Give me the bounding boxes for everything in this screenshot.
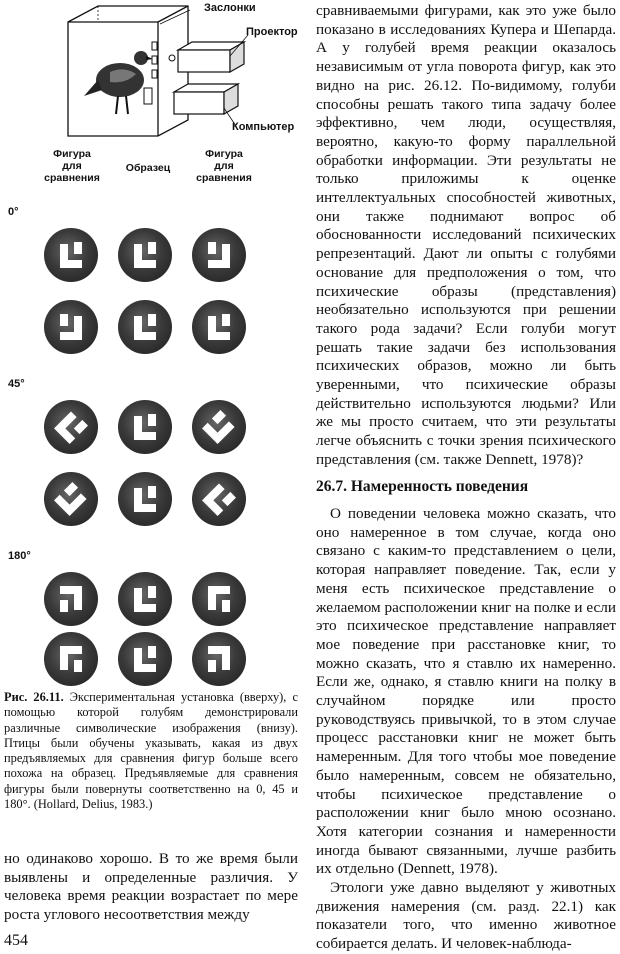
stimulus-disc	[192, 632, 246, 686]
angle-label-180: 180°	[8, 550, 31, 562]
stimulus-disc	[44, 572, 98, 626]
stimulus-disc	[44, 228, 98, 282]
stimulus-disc	[192, 400, 246, 454]
stimulus-disc	[44, 632, 98, 686]
right-column-text	[316, 2, 616, 470]
figure-caption	[4, 690, 298, 812]
stimulus-disc	[192, 572, 246, 626]
computer-icon	[174, 84, 238, 114]
left-column-text	[4, 850, 298, 925]
left-paragraph: но одинаково хорошо. В то же время были выявлены и определенные различия. У человека время реакции возрастает по мере роста углового несоответствия между	[4, 850, 298, 924]
angle-label-45: 45°	[8, 378, 25, 390]
right-paragraph-3: Этологи уже давно выделяют у животных движения намерения (см. разд. 22.1) как показатели того, что именно животное собирается делать. И человек-наблюда-	[316, 879, 616, 953]
pigeon-box-drawing	[40, 0, 310, 140]
right-paragraph-1: сравниваемыми фигурами, как это уже было показано в исследованиях Купера и Шепарда. А у голубей время реакции оказалось независимым от угла поворота фигур, как это видно на рис. 26.12. По-видимому, голуби способны решать такого типа задачу более эффективно, чем люди, осуществляя, вероятно, какую-то форму параллельной обработки информации. Эти результаты не только приложимы к оценке интеллектуальных способностей животных, они также поднимают вопрос об обоснованности исследований психических репрезентаций. Дают ли опыты с голубями основание для предположения о том, что психические образы (представления) необязательно используются при решении такого рода задачи? Если голуби могут решать такие задачи без использования психических образов, можно ли быть уверенными, что психические образы действительно используются людьми? Или же мы просто считаем, что эти результаты легче объяснить с точки зрения психического представления (см. также Dennett, 1978)?	[316, 2, 616, 468]
page-number: 454	[4, 932, 28, 949]
stimulus-disc	[44, 472, 98, 526]
label-shutters: Заслонки	[204, 2, 256, 14]
caption-text: Экспериментальная установка (вверху), с помощью которой голубям демонстрировали различные символические изображения (внизу). Птицы были обучены указывать, какая из двух предъявляемых для сравнения фигур больше всего похожа на образец. Предъявляемые для сравнения фигуры были повернуты соответственно на 0, 45 и 180°. (Hollard, Delius, 1983.)	[4, 690, 298, 812]
stimulus-disc	[192, 228, 246, 282]
stimulus-disc	[118, 300, 172, 354]
label-projector: Проектор	[246, 26, 298, 38]
stimulus-disc	[118, 228, 172, 282]
stimulus-disc	[192, 300, 246, 354]
col-header-mid: Образец	[125, 162, 171, 174]
right-paragraph-2: О поведении человека можно сказать, что оно намеренное в том случае, когда оно связано с каким-то представлением о цели, которая направляет поведение. Так, если у меня есть психическое представление о желаемом расположении книг на полке и если это психическое представление направляет мое поведение при расстановке книг, то можно сказать, что я ставлю их намеренно. Если же, однако, я ставлю книги на полку в случайном порядке или просто руководствуясь привычкой, то в этом случае процесс расстановки книг не может быть намеренным. Для того чтобы мое поведение было намеренным, совсем не обязательно, чтобы психическое представление о расположении книг было мною осознано. Хотя категории сознания и намеренности иногда бывают связанными, лучше разбить их отдельно (Dennett, 1978).	[316, 505, 616, 878]
stimulus-disc	[118, 632, 172, 686]
col-header-left: Фигура для сравнения	[44, 148, 100, 184]
apparatus-illustration	[40, 0, 310, 140]
stimulus-disc	[118, 572, 172, 626]
caption-label: Рис. 26.11.	[4, 690, 64, 704]
stimulus-disc	[192, 472, 246, 526]
stimulus-disc	[44, 400, 98, 454]
stimulus-disc	[118, 472, 172, 526]
angle-label-0: 0°	[8, 206, 19, 218]
stimulus-disc	[44, 300, 98, 354]
col-header-right: Фигура для сравнения	[196, 148, 252, 184]
label-computer: Компьютер	[232, 121, 295, 133]
section-heading: 26.7. Намеренность поведения	[316, 478, 529, 495]
stimulus-disc	[118, 400, 172, 454]
right-column-section	[316, 505, 616, 954]
